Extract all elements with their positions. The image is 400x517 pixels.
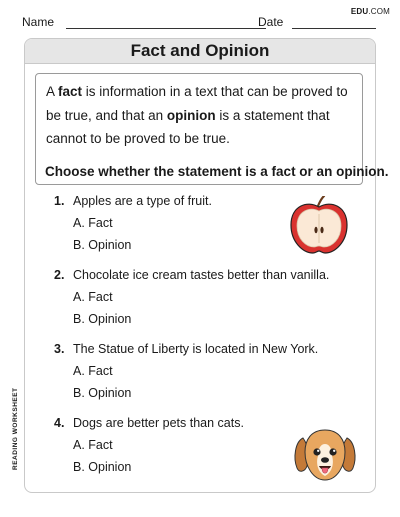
option-a[interactable]: A. Fact xyxy=(73,438,113,452)
definition-line-1: A fact is information in a text that can be proved to xyxy=(46,84,348,99)
option-a[interactable]: A. Fact xyxy=(73,216,113,230)
opinion-word: opinion xyxy=(166,107,216,123)
brand-suffix: .COM xyxy=(368,7,390,16)
option-a[interactable]: A. Fact xyxy=(73,364,113,378)
option-b[interactable]: B. Opinion xyxy=(73,312,132,326)
option-b[interactable]: B. Opinion xyxy=(73,238,132,252)
name-label: Name xyxy=(22,15,55,29)
question-text: Apples are a type of fruit. xyxy=(73,194,212,208)
apple-icon xyxy=(289,196,349,254)
option-a[interactable]: A. Fact xyxy=(73,290,113,304)
definition-line-2: be true, and that an opinion is a statement that xyxy=(46,107,330,123)
option-b[interactable]: B. Opinion xyxy=(73,460,132,474)
question-text: The Statue of Liberty is located in New York. xyxy=(73,342,319,356)
question-number: 3. xyxy=(54,342,65,356)
name-date-row xyxy=(22,15,392,33)
question-text: Dogs are better pets than cats. xyxy=(73,416,244,430)
brand-text: EDU xyxy=(350,7,369,16)
definition-line-3: cannot to be proved to be true. xyxy=(46,131,230,146)
instructions: Choose whether the statement is a fact or an opinion. xyxy=(45,164,389,179)
option-b[interactable]: B. Opinion xyxy=(73,386,132,400)
question-text: Chocolate ice cream tastes better than vanilla. xyxy=(73,268,330,282)
question-number: 4. xyxy=(54,416,65,430)
question-number: 2. xyxy=(54,268,65,282)
question-number: 1. xyxy=(54,194,65,208)
date-line[interactable] xyxy=(292,28,376,29)
side-label: READING WORKSHEET xyxy=(12,387,19,470)
name-line[interactable] xyxy=(66,28,266,29)
page-title: Fact and Opinion xyxy=(25,39,375,64)
fact-word: fact xyxy=(58,84,83,99)
date-label: Date xyxy=(258,15,284,29)
dog-icon xyxy=(293,424,357,484)
